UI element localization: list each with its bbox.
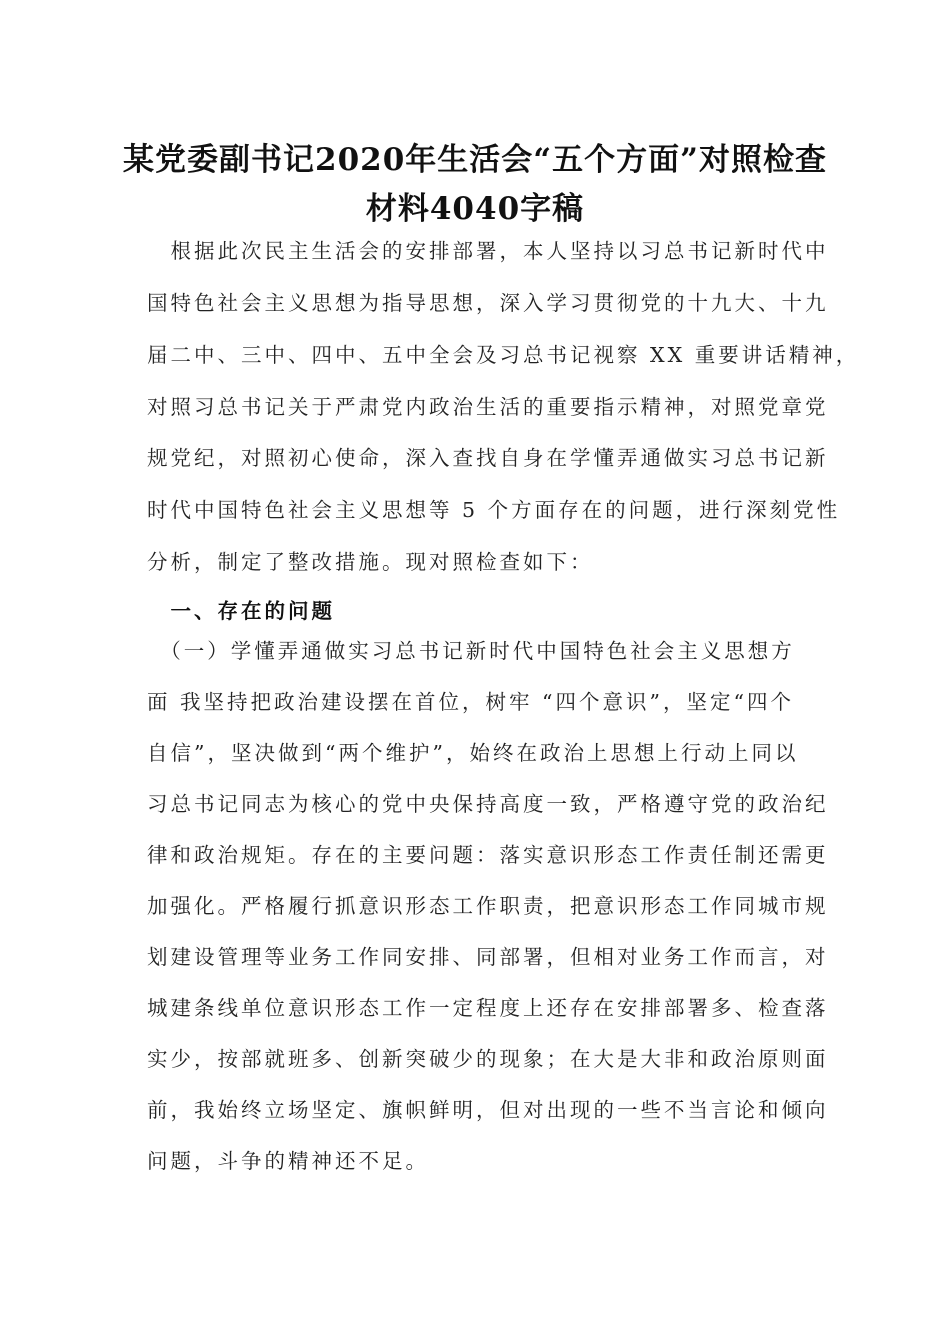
body-line-18: 前，我始终立场坚定、旗帜鲜明，但对出现的一些不当言论和倾向 [147, 1098, 829, 1122]
body-line-3: 届二中、三中、四中、五中全会及习总书记视察 XX 重要讲话精神， [147, 343, 860, 367]
body-line-6: 时代中国特色社会主义思想等 5 个方面存在的问题，进行深刻党性 [147, 498, 841, 522]
body-line-1: 根据此次民主生活会的安排部署，本人坚持以习总书记新时代中 [147, 239, 829, 263]
body-line-13: 律和政治规矩。存在的主要问题：落实意识形态工作责任制还需更 [147, 843, 829, 867]
document-title-line-1: 某党委副书记2020年生活会“五个方面”对照检查 [123, 142, 827, 178]
document-title-line-2: 材料4040字稿 [365, 191, 585, 227]
body-line-11: 自信”，坚决做到“两个维护”，始终在政治上思想上行动上同以 [147, 741, 799, 765]
body-line-10: 面 我坚持把政治建设摆在首位，树牢 “四个意识”，坚定“四个 [147, 690, 794, 714]
body-line-19: 问题，斗争的精神还不足。 [147, 1149, 429, 1173]
body-line-16: 城建条线单位意识形态工作一定程度上还存在安排部署多、检查落 [147, 996, 829, 1020]
body-line-12: 习总书记同志为核心的党中央保持高度一致，严格遵守党的政治纪 [147, 792, 829, 816]
body-line-7: 分析，制定了整改措施。现对照检查如下： [147, 550, 594, 574]
body-line-15: 划建设管理等业务工作同安排、同部署，但相对业务工作而言，对 [147, 945, 829, 969]
body-line-4: 对照习总书记关于严肃党内政治生活的重要指示精神，对照党章党 [147, 395, 829, 419]
body-line-9: （一）学懂弄通做实习总书记新时代中国特色社会主义思想方 [147, 639, 795, 663]
body-line-14: 加强化。严格履行抓意识形态工作职责，把意识形态工作同城市规 [147, 894, 829, 918]
body-line-2: 国特色社会主义思想为指导思想，深入学习贯彻党的十九大、十九 [147, 291, 829, 315]
section-heading: 一、存在的问题 [147, 599, 335, 623]
body-line-5: 规党纪，对照初心使命，深入查找自身在学懂弄通做实习总书记新 [147, 446, 829, 470]
body-line-17: 实少，按部就班多、创新突破少的现象；在大是大非和政治原则面 [147, 1047, 829, 1071]
